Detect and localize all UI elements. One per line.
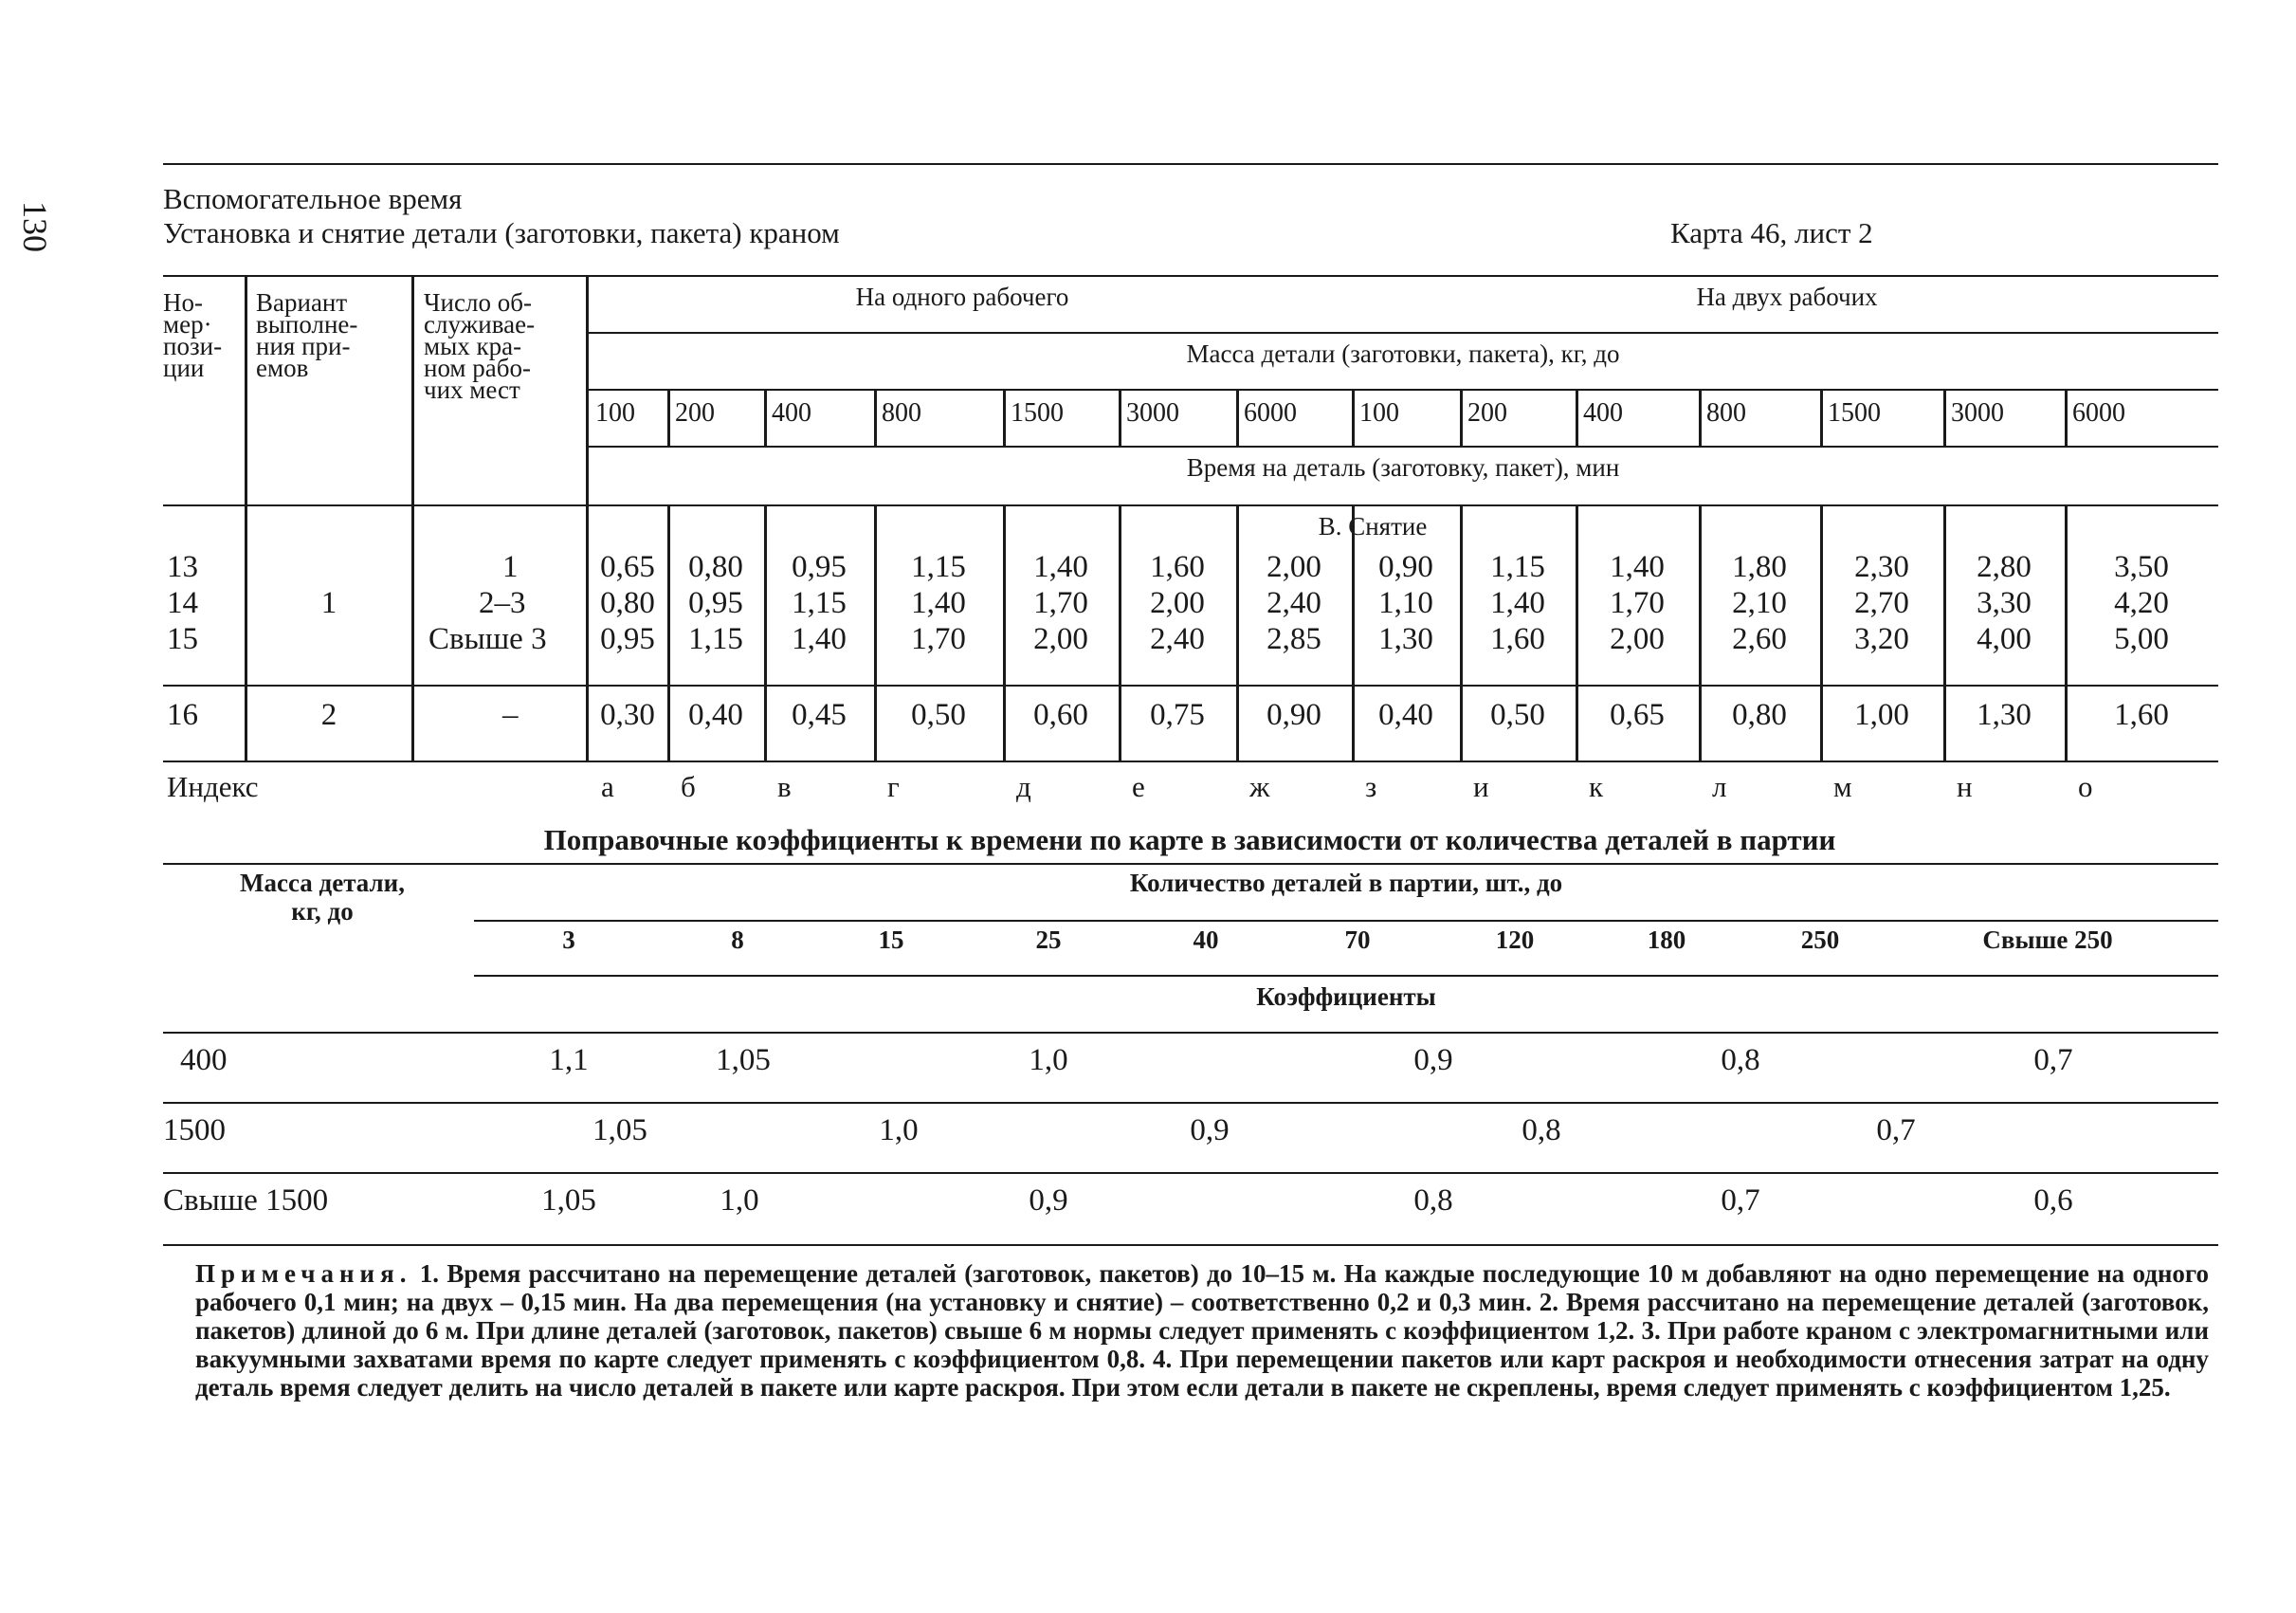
coefficient-value: 1,0	[720, 1183, 759, 1218]
time-value: 0,65	[1610, 698, 1665, 732]
time-value: 0,50	[1490, 698, 1545, 732]
time-value: 1,15	[688, 622, 743, 656]
rule-h	[163, 1244, 2218, 1246]
time-value: 0,95	[688, 586, 743, 620]
time-value: 1,60	[1490, 622, 1545, 656]
coefficient-value: 1,05	[541, 1183, 596, 1218]
group-two-workers: На двух рабочих	[1696, 283, 1878, 311]
mass-value: 200	[675, 398, 715, 428]
header-line: служивае-	[424, 310, 536, 339]
rule-v	[1460, 389, 1463, 446]
time-value: 1,40	[911, 586, 966, 620]
time-value: 2,40	[1150, 622, 1205, 656]
time-value: 1,70	[911, 622, 966, 656]
rule-v	[1352, 389, 1355, 446]
variant-number: 2	[320, 698, 337, 732]
mass-row-label: 400	[180, 1043, 228, 1077]
mass-value: 1500	[1011, 398, 1064, 428]
group-one-worker: На одного рабочего	[855, 283, 1069, 311]
mass-value: 3000	[1951, 398, 2004, 428]
time-value: 1,30	[1378, 622, 1433, 656]
time-value: 2,10	[1732, 586, 1787, 620]
header-line: чих мест	[424, 376, 520, 404]
quantity-header: Количество деталей в партии, шт., до	[1129, 869, 1563, 897]
time-value: 2,40	[1266, 586, 1321, 620]
time-value: 0,40	[688, 698, 743, 732]
rule-v	[1236, 389, 1239, 446]
rule-h	[474, 920, 2218, 922]
header-line: Число об-	[424, 288, 532, 317]
coefficient-value: 0,7	[2033, 1043, 2073, 1077]
notes-text: 1. Время рассчитано на перемещение деталей (заготовок, пакетов) до 10–15 м. На каждые последующие 10 м добавляют на одно перемещение на одного рабочего 0,1 мин; на двух – 0,15 мин. На два перемещения (на установку и снятие) – соответственно 0,2 и 0,3 мин. 2. Время рассчитано на перемещение деталей (заготовок, пакетов) длиной до 6 м. При длине деталей (заготовок, пакетов) свыше 6 м нормы следует применять с коэффициентом 1,2. 3. При работе краном с электромагнитными или вакуумными захватами время по карте следует применять с коэффициентом 0,8. 4. При перемещении пакетов или карт раскроя и необходимости отнесения затрат на одну деталь время следует делить на число деталей в пакете или карте раскроя. При этом если детали в пакете не скреплены, время следует применять с коэффициентом 1,25.	[195, 1259, 2209, 1402]
quantity-value: 250	[1800, 926, 1840, 954]
coefficient-value: 0,8	[1413, 1183, 1453, 1218]
rule-h	[163, 275, 2218, 277]
header-line: пози-	[163, 332, 223, 360]
mass-value: 400	[772, 398, 811, 428]
index-letter: о	[2078, 770, 2093, 803]
index-letter: б	[681, 770, 696, 803]
time-value: 1,10	[1378, 586, 1433, 620]
places-count: Свыше 3	[428, 622, 547, 656]
time-value: 1,60	[1150, 550, 1205, 584]
coefficient-value: 0,8	[1522, 1113, 1561, 1147]
position-number: 13	[167, 550, 198, 584]
header-line: ном рабо-	[424, 354, 531, 382]
time-value: 3,30	[1977, 586, 2032, 620]
rule-h	[163, 863, 2218, 865]
coefficient-value: 1,0	[879, 1113, 919, 1147]
index-letter: а	[601, 770, 614, 803]
time-value: 0,60	[1033, 698, 1088, 732]
mass-value: 6000	[1244, 398, 1297, 428]
time-value: 1,40	[792, 622, 847, 656]
position-number: 16	[167, 698, 198, 732]
time-value: 1,15	[792, 586, 847, 620]
mass-column-header-line1: Масса детали,	[240, 869, 405, 897]
time-value: 2,00	[1150, 586, 1205, 620]
time-value: 1,00	[1854, 698, 1909, 732]
notes-label: Примечания.	[195, 1259, 412, 1288]
rule-h	[163, 163, 2218, 165]
mass-row-label: Свыше 1500	[163, 1183, 329, 1218]
time-value: 1,15	[1490, 550, 1545, 584]
mass-value: 1500	[1828, 398, 1881, 428]
mass-column-header-line2: кг, до	[291, 897, 354, 926]
position-number: 15	[167, 622, 198, 656]
rule-v	[1119, 389, 1121, 446]
rule-v	[245, 277, 247, 761]
rule-v	[1003, 389, 1006, 446]
mass-value: 100	[595, 398, 635, 428]
index-letter: л	[1712, 770, 1727, 803]
time-value: 0,80	[688, 550, 743, 584]
header-line: ния при-	[256, 332, 351, 360]
rule-h	[163, 761, 2218, 762]
coefficient-value: 0,9	[1413, 1043, 1453, 1077]
time-value: 1,30	[1977, 698, 2032, 732]
time-value: 2,85	[1266, 622, 1321, 656]
index-letter: г	[887, 770, 900, 803]
header-title-line1: Вспомогательное время	[163, 182, 463, 215]
rule-v	[411, 277, 414, 761]
header-line: Вариант	[256, 288, 348, 317]
time-value: 3,20	[1854, 622, 1909, 656]
mass-header: Масса детали (заготовки, пакета), кг, до	[1186, 339, 1620, 368]
header-line: мых кра-	[424, 332, 522, 360]
rule-h	[163, 1032, 2218, 1034]
notes	[195, 1259, 2209, 1402]
quantity-value: 15	[878, 926, 904, 954]
rule-v	[874, 389, 877, 446]
index-letter: е	[1132, 770, 1145, 803]
time-value: 0,45	[792, 698, 847, 732]
card-reference: Карта 46, лист 2	[1670, 216, 1873, 249]
header-line: мер·	[163, 310, 212, 339]
rule-v	[1943, 389, 1946, 446]
time-value: 1,60	[2114, 698, 2169, 732]
time-value: 2,80	[1977, 550, 2032, 584]
header-line: выполне-	[256, 310, 358, 339]
rule-h	[588, 332, 2218, 334]
places-count: –	[502, 698, 519, 732]
mass-value: 3000	[1126, 398, 1179, 428]
rule-v	[1820, 389, 1823, 446]
rule-h	[588, 389, 2218, 391]
time-value: 1,40	[1490, 586, 1545, 620]
index-letter: з	[1365, 770, 1377, 803]
header-line: Но-	[163, 288, 203, 317]
time-value: 0,95	[600, 622, 655, 656]
time-value: 2,70	[1854, 586, 1909, 620]
time-value: 4,00	[1977, 622, 2032, 656]
mass-value: 400	[1583, 398, 1623, 428]
rule-h	[163, 1102, 2218, 1104]
quantity-value: 8	[731, 926, 744, 954]
mass-value: 6000	[2072, 398, 2125, 428]
mass-value: 100	[1359, 398, 1399, 428]
rule-v	[667, 389, 670, 446]
coefficients-header: Коэффициенты	[1256, 982, 1436, 1011]
coefficient-value: 0,9	[1029, 1183, 1068, 1218]
time-value: 0,75	[1150, 698, 1205, 732]
time-value: 0,90	[1266, 698, 1321, 732]
time-value: 0,30	[600, 698, 655, 732]
time-value: 2,00	[1266, 550, 1321, 584]
variant-number: 1	[320, 586, 337, 620]
quantity-value: 40	[1193, 926, 1219, 954]
coefficient-value: 1,1	[549, 1043, 589, 1077]
rule-h	[163, 1172, 2218, 1174]
time-value: 0,40	[1378, 698, 1433, 732]
time-value: 0,90	[1378, 550, 1433, 584]
mass-value: 200	[1467, 398, 1507, 428]
places-count: 2–3	[479, 586, 526, 620]
time-value: 4,20	[2114, 586, 2169, 620]
time-value: 0,65	[600, 550, 655, 584]
quantity-value: 180	[1647, 926, 1686, 954]
index-letter: н	[1957, 770, 1973, 803]
index-letter: в	[777, 770, 792, 803]
quantity-value: 70	[1344, 926, 1371, 954]
coefficient-value: 0,6	[2033, 1183, 2073, 1218]
header-line: емов	[256, 354, 309, 382]
quantity-value: 3	[562, 926, 575, 954]
time-header: Время на деталь (заготовку, пакет), мин	[1186, 453, 1620, 482]
time-value: 2,30	[1854, 550, 1909, 584]
time-value: 2,00	[1033, 622, 1088, 656]
mass-value: 800	[882, 398, 921, 428]
rule-h	[163, 685, 2218, 687]
table2-title: Поправочные коэффициенты к времени по карте в зависимости от количества деталей в партии	[543, 823, 1836, 856]
quantity-value: 120	[1495, 926, 1535, 954]
time-value: 1,40	[1610, 550, 1665, 584]
index-letter: ж	[1249, 770, 1270, 803]
time-value: 0,50	[911, 698, 966, 732]
rule-v	[1699, 389, 1702, 446]
rule-v	[2065, 389, 2068, 446]
section-label-removal: В. Снятие	[1318, 512, 1428, 541]
rule-h	[474, 975, 2218, 977]
index-letter: к	[1589, 770, 1604, 803]
time-value: 0,80	[600, 586, 655, 620]
index-label: Индекс	[167, 770, 259, 803]
page-number: 130	[16, 201, 54, 252]
coefficient-value: 1,05	[716, 1043, 771, 1077]
header-line: ции	[163, 354, 205, 382]
rule-h	[163, 504, 2218, 506]
time-value: 2,60	[1732, 622, 1787, 656]
mass-row-label: 1500	[163, 1113, 226, 1147]
time-value: 1,70	[1033, 586, 1088, 620]
coefficient-value: 0,8	[1721, 1043, 1760, 1077]
places-count: 1	[502, 550, 519, 584]
mass-value: 800	[1706, 398, 1746, 428]
coefficient-value: 0,7	[1721, 1183, 1760, 1218]
quantity-value: 25	[1035, 926, 1062, 954]
rule-v	[764, 389, 767, 446]
coefficient-value: 1,0	[1029, 1043, 1068, 1077]
coefficient-value: 0,7	[1876, 1113, 1916, 1147]
rule-h	[588, 446, 2218, 448]
time-value: 2,00	[1610, 622, 1665, 656]
time-value: 1,70	[1610, 586, 1665, 620]
time-value: 0,80	[1732, 698, 1787, 732]
time-value: 1,40	[1033, 550, 1088, 584]
time-value: 5,00	[2114, 622, 2169, 656]
position-number: 14	[167, 586, 198, 620]
time-value: 1,15	[911, 550, 966, 584]
time-value: 3,50	[2114, 550, 2169, 584]
time-value: 0,95	[792, 550, 847, 584]
coefficient-value: 1,05	[592, 1113, 647, 1147]
index-letter: м	[1833, 770, 1852, 803]
time-value: 1,80	[1732, 550, 1787, 584]
rule-v	[1576, 389, 1578, 446]
header-title-line2: Установка и снятие детали (заготовки, пакета) краном	[163, 216, 840, 249]
coefficient-value: 0,9	[1190, 1113, 1230, 1147]
index-letter: д	[1016, 770, 1031, 803]
quantity-value: Свыше 250	[1982, 926, 2113, 954]
index-letter: и	[1473, 770, 1489, 803]
